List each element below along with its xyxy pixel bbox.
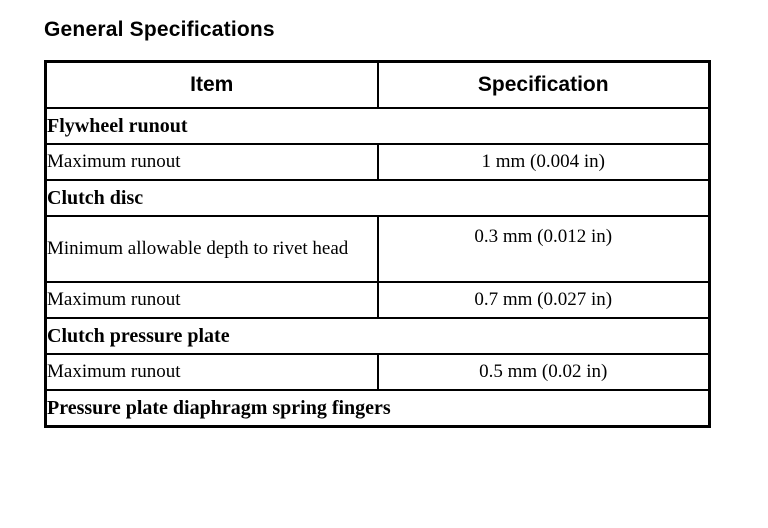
table-row xyxy=(46,180,710,216)
table-body xyxy=(46,108,710,427)
table-row xyxy=(46,282,710,318)
table-row xyxy=(46,318,710,354)
table-row xyxy=(46,390,710,427)
item-value: 0.3 mm (0.012 in) xyxy=(378,216,710,282)
section-heading-pressure-plate-diaphragm-spring-fingers: Pressure plate diaphragm spring fingers xyxy=(46,390,710,427)
section-heading-flywheel-runout: Flywheel runout xyxy=(46,108,710,144)
table-header xyxy=(46,62,710,109)
general-specifications-table xyxy=(44,60,711,428)
column-header-specification: Specification xyxy=(378,62,710,109)
table-row xyxy=(46,354,710,390)
item-label: Maximum runout xyxy=(46,282,378,318)
item-label: Minimum allowable depth to rivet head xyxy=(46,216,378,282)
item-value: 0.5 mm (0.02 in) xyxy=(378,354,710,390)
column-header-item: Item xyxy=(46,62,378,109)
table-row xyxy=(46,216,710,282)
section-heading-clutch-disc: Clutch disc xyxy=(46,180,710,216)
page-title: General Specifications xyxy=(44,18,275,41)
item-label: Maximum runout xyxy=(46,354,378,390)
section-heading-clutch-pressure-plate: Clutch pressure plate xyxy=(46,318,710,354)
table-header-row xyxy=(46,62,710,109)
item-value: 0.7 mm (0.027 in) xyxy=(378,282,710,318)
item-label: Maximum runout xyxy=(46,144,378,180)
table-row xyxy=(46,108,710,144)
item-value: 1 mm (0.004 in) xyxy=(378,144,710,180)
table-row xyxy=(46,144,710,180)
